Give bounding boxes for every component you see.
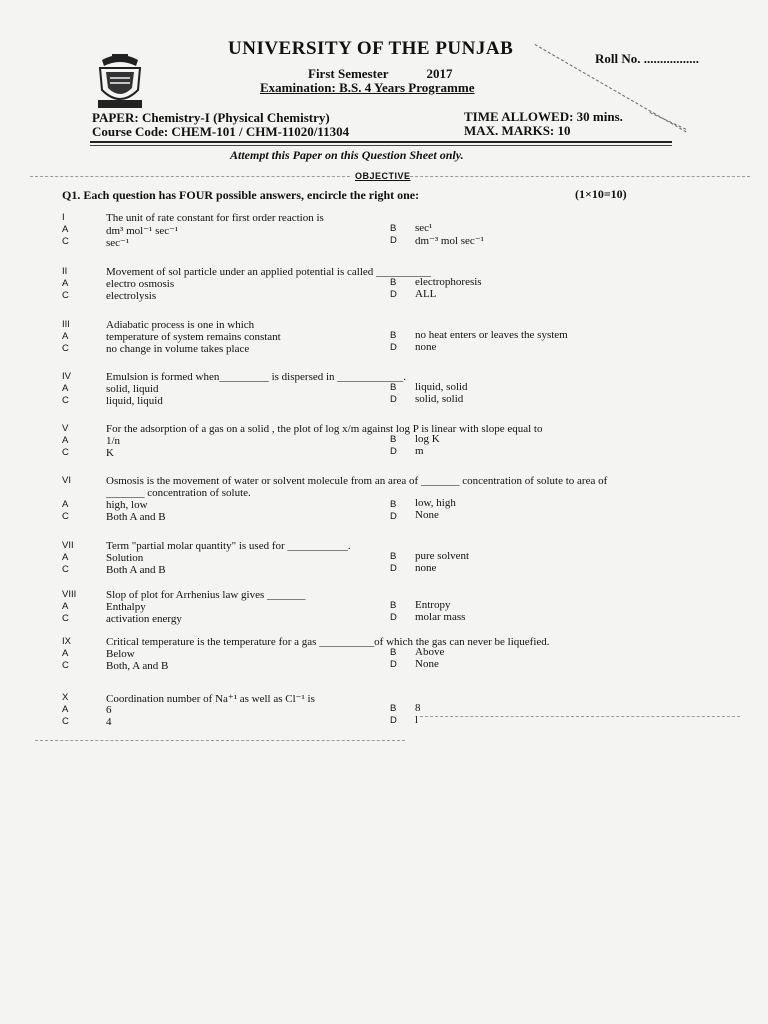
question-number: IV bbox=[62, 371, 71, 382]
option-letter: D bbox=[390, 563, 397, 574]
course-code: Course Code: CHEM-101 / CHM-11020/11304 bbox=[92, 124, 350, 139]
option-b[interactable]: no heat enters or leaves the system bbox=[415, 329, 568, 341]
option-letter: D bbox=[390, 342, 397, 353]
end-divider bbox=[420, 716, 740, 717]
option-letter: A bbox=[62, 552, 69, 563]
option-letter: A bbox=[62, 435, 69, 446]
question-stem: For the adsorption of a gas on a solid , the plot of log x/m against log P is linear with slope equal to bbox=[106, 423, 543, 435]
option-b[interactable]: pure solvent bbox=[415, 550, 470, 562]
option-letter: A bbox=[62, 278, 69, 289]
option-letter: D bbox=[390, 289, 397, 300]
option-a[interactable]: Below bbox=[106, 648, 135, 660]
option-a[interactable]: Solution bbox=[106, 552, 144, 564]
option-c[interactable]: liquid, liquid bbox=[106, 395, 163, 407]
question-stem: Movement of sol particle under an applied potential is called __________ bbox=[106, 266, 432, 278]
option-d[interactable]: ALL bbox=[415, 288, 437, 300]
option-d[interactable]: solid, solid bbox=[415, 393, 464, 405]
option-c[interactable]: sec⁻¹ bbox=[106, 237, 130, 249]
option-b[interactable]: Above bbox=[415, 646, 445, 658]
option-letter: A bbox=[62, 499, 69, 510]
question-stem: Coordination number of Na⁺¹ as well as Cl⁻¹ is bbox=[106, 693, 315, 705]
option-letter: B bbox=[390, 551, 397, 562]
question-item bbox=[0, 475, 768, 529]
option-letter: D bbox=[390, 612, 397, 623]
question-item bbox=[0, 589, 768, 633]
question-number: II bbox=[62, 266, 68, 277]
option-b[interactable]: 8 bbox=[415, 702, 421, 714]
semester: First Semester bbox=[308, 66, 389, 81]
option-letter: A bbox=[62, 648, 69, 659]
question-item bbox=[0, 636, 768, 680]
question-number: IX bbox=[62, 636, 71, 647]
option-letter: C bbox=[62, 511, 69, 522]
option-c[interactable]: K bbox=[106, 447, 114, 459]
option-letter: B bbox=[390, 382, 397, 393]
option-c[interactable]: 4 bbox=[106, 716, 112, 728]
option-letter: B bbox=[390, 223, 397, 234]
option-d[interactable]: m bbox=[415, 445, 424, 457]
option-b[interactable]: low, high bbox=[415, 497, 456, 509]
instruction-text: Attempt this Paper on this Question Sheet only. bbox=[230, 148, 464, 162]
option-letter: C bbox=[62, 613, 69, 624]
question-stem: The unit of rate constant for first order reaction is bbox=[106, 212, 324, 224]
question-heading: Q1. Each question has FOUR possible answers, encircle the right one: bbox=[62, 188, 420, 202]
question-stem: Emulsion is formed when_________ is dispersed in ____________. bbox=[106, 371, 407, 383]
option-a[interactable]: high, low bbox=[106, 499, 148, 511]
option-b[interactable]: liquid, solid bbox=[415, 381, 468, 393]
question-number: III bbox=[62, 319, 70, 330]
option-letter: A bbox=[62, 383, 69, 394]
option-letter: A bbox=[62, 331, 69, 342]
option-letter: C bbox=[62, 564, 69, 575]
option-a[interactable]: temperature of system remains constant bbox=[106, 331, 281, 343]
question-item bbox=[0, 212, 768, 256]
option-letter: C bbox=[62, 236, 69, 247]
option-c[interactable]: no change in volume takes place bbox=[106, 343, 250, 355]
university-emblem-icon bbox=[92, 50, 148, 112]
option-a[interactable]: dm³ mol⁻¹ sec⁻¹ bbox=[106, 225, 179, 237]
option-letter: A bbox=[62, 601, 69, 612]
question-number: I bbox=[62, 212, 65, 223]
question-number: VII bbox=[62, 540, 74, 551]
option-d[interactable]: none bbox=[415, 562, 437, 574]
option-c[interactable]: Both A and B bbox=[106, 564, 166, 576]
option-a[interactable]: Enthalpy bbox=[106, 601, 146, 613]
question-item bbox=[0, 266, 768, 310]
scan-dashed-line bbox=[650, 112, 687, 130]
option-letter: B bbox=[390, 600, 397, 611]
option-d[interactable]: None bbox=[415, 658, 439, 670]
question-stem-continued: _______ concentration of solute. bbox=[106, 487, 251, 499]
option-d[interactable]: dm⁻³ mol sec⁻¹ bbox=[415, 235, 484, 247]
option-b[interactable]: Entropy bbox=[415, 599, 451, 611]
option-letter: D bbox=[390, 235, 397, 246]
option-b[interactable]: sec¹ bbox=[415, 222, 433, 234]
paper-title: PAPER: Chemistry-I (Physical Chemistry) bbox=[92, 110, 330, 125]
option-letter: B bbox=[390, 647, 397, 658]
section-divider bbox=[405, 176, 750, 177]
question-stem: Critical temperature is the temperature for a gas __________of which the gas can never be liquefied. bbox=[106, 636, 550, 648]
question-number: X bbox=[62, 692, 69, 703]
header-rule bbox=[90, 145, 672, 146]
option-a[interactable]: 6 bbox=[106, 704, 112, 716]
option-a[interactable]: solid, liquid bbox=[106, 383, 159, 395]
end-divider bbox=[35, 740, 405, 741]
option-letter: C bbox=[62, 395, 69, 406]
exam-year: 2017 bbox=[426, 66, 453, 81]
option-letter: D bbox=[390, 715, 397, 726]
option-b[interactable]: electrophoresis bbox=[415, 276, 482, 288]
option-b[interactable]: log K bbox=[415, 433, 440, 445]
option-letter: C bbox=[62, 290, 69, 301]
option-letter: A bbox=[62, 704, 69, 715]
option-d[interactable]: None bbox=[415, 509, 439, 521]
question-item bbox=[0, 319, 768, 363]
time-allowed: TIME ALLOWED: 30 mins. bbox=[464, 109, 623, 124]
option-c[interactable]: Both A and B bbox=[106, 511, 166, 523]
option-a[interactable]: electro osmosis bbox=[106, 278, 175, 290]
option-letter: D bbox=[390, 659, 397, 670]
option-c[interactable]: electrolysis bbox=[106, 290, 157, 302]
option-letter: B bbox=[390, 277, 397, 288]
question-number: VI bbox=[62, 475, 71, 486]
question-stem: Osmosis is the movement of water or solvent molecule from an area of _______ concentration of solute to area of bbox=[106, 475, 608, 487]
option-letter: B bbox=[390, 703, 397, 714]
question-number: VIII bbox=[62, 589, 77, 600]
option-letter: B bbox=[390, 434, 397, 445]
max-marks: MAX. MARKS: 10 bbox=[464, 123, 571, 138]
option-d[interactable]: none bbox=[415, 341, 437, 353]
question-stem: Term "partial molar quantity" is used for ___________. bbox=[106, 540, 351, 552]
roll-number-field: Roll No. ................. bbox=[595, 51, 699, 66]
question-item bbox=[0, 692, 768, 736]
question-marks: (1×10=10) bbox=[575, 187, 627, 201]
option-letter: C bbox=[62, 716, 69, 727]
examination-title: Examination: B.S. 4 Years Programme bbox=[260, 80, 475, 95]
option-letter: C bbox=[62, 343, 69, 354]
section-divider bbox=[30, 176, 350, 177]
header-rule bbox=[90, 141, 672, 143]
question-stem: Slop of plot for Arrhenius law gives _______ bbox=[106, 589, 306, 601]
question-number: V bbox=[62, 423, 69, 434]
option-letter: D bbox=[390, 446, 397, 457]
question-stem: Adiabatic process is one in which bbox=[106, 319, 255, 331]
option-letter: C bbox=[62, 660, 69, 671]
option-d[interactable]: l bbox=[415, 714, 419, 726]
option-d[interactable]: molar mass bbox=[415, 611, 466, 623]
university-title: UNIVERSITY OF THE PUNJAB bbox=[228, 38, 514, 59]
option-letter: D bbox=[390, 394, 397, 405]
section-heading: OBJECTIVE bbox=[355, 171, 411, 181]
question-item bbox=[0, 371, 768, 415]
question-item bbox=[0, 540, 768, 584]
option-letter: D bbox=[390, 511, 397, 522]
option-letter: A bbox=[62, 224, 69, 235]
option-letter: B bbox=[390, 330, 397, 341]
option-a[interactable]: 1/n bbox=[106, 435, 121, 447]
question-item bbox=[0, 423, 768, 467]
option-c[interactable]: Both, A and B bbox=[106, 660, 169, 672]
option-letter: B bbox=[390, 499, 397, 510]
option-c[interactable]: activation energy bbox=[106, 613, 182, 625]
option-letter: C bbox=[62, 447, 69, 458]
